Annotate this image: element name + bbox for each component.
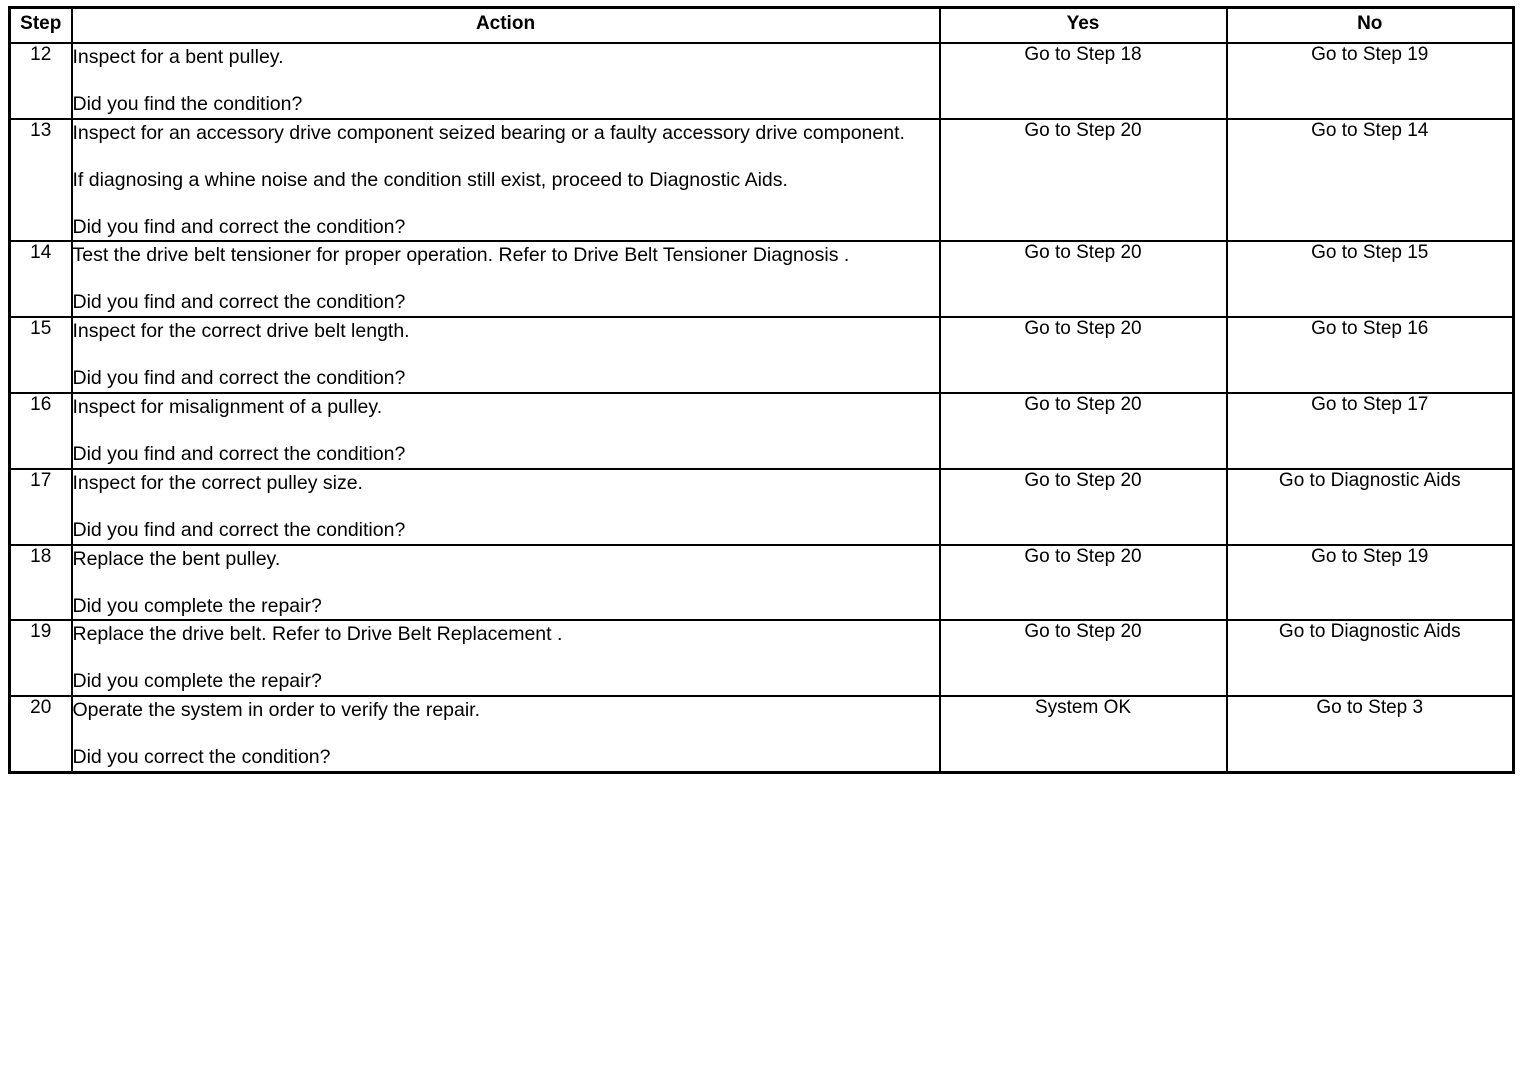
table-row: [10, 393, 1514, 469]
action-paragraph: If diagnosing a whine noise and the condition still exist, proceed to Diagnostic Aids.: [72, 168, 788, 191]
cell-step: 12: [10, 43, 72, 119]
column-header-no: No: [1227, 8, 1514, 43]
column-header-action: Action: [72, 8, 940, 43]
table-body: [10, 43, 1514, 773]
table-row: [10, 696, 1514, 772]
column-header-yes: Yes: [940, 8, 1227, 43]
cell-step: 19: [10, 620, 72, 696]
action-paragraph: Inspect for the correct pulley size.: [72, 471, 363, 494]
cell-step: 13: [10, 119, 72, 242]
cell-no: Go to Step 3: [1227, 696, 1514, 772]
cell-action: [72, 469, 940, 545]
cell-step: 20: [10, 696, 72, 772]
action-paragraph: Did you find and correct the condition?: [72, 291, 406, 314]
action-paragraph: Inspect for the correct drive belt length.: [72, 320, 410, 343]
action-paragraph: Did you complete the repair?: [72, 594, 322, 617]
cell-action: [72, 696, 940, 772]
cell-no: Go to Step 19: [1227, 43, 1514, 119]
table-row: [10, 545, 1514, 621]
cell-no: Go to Diagnostic Aids: [1227, 469, 1514, 545]
table-row: [10, 469, 1514, 545]
cell-yes: Go to Step 18: [940, 43, 1227, 119]
column-header-step: Step: [10, 8, 72, 43]
cell-yes: Go to Step 20: [940, 620, 1227, 696]
cell-yes: Go to Step 20: [940, 545, 1227, 621]
action-paragraph: Did you find the condition?: [72, 92, 303, 115]
table-row: [10, 317, 1514, 393]
cell-step: 14: [10, 241, 72, 317]
diagnostic-table: [8, 6, 1515, 774]
table-row: [10, 620, 1514, 696]
table-row: [10, 119, 1514, 242]
table-row: [10, 43, 1514, 119]
cell-yes: Go to Step 20: [940, 469, 1227, 545]
cell-no: Go to Step 14: [1227, 119, 1514, 242]
action-paragraph: Test the drive belt tensioner for proper operation. Refer to Drive Belt Tensioner Diagnosis .: [72, 244, 850, 267]
table-row: [10, 241, 1514, 317]
cell-step: 17: [10, 469, 72, 545]
cell-action: [72, 119, 940, 242]
action-paragraph: Did you find and correct the condition?: [72, 442, 406, 465]
cell-no: Go to Step 15: [1227, 241, 1514, 317]
header-row: [10, 8, 1514, 43]
cell-no: Go to Diagnostic Aids: [1227, 620, 1514, 696]
action-paragraph: Replace the bent pulley.: [72, 547, 281, 570]
cell-yes: Go to Step 20: [940, 393, 1227, 469]
action-paragraph: Operate the system in order to verify the repair.: [72, 699, 481, 722]
action-paragraph: Did you complete the repair?: [72, 670, 322, 693]
cell-step: 16: [10, 393, 72, 469]
cell-yes: Go to Step 20: [940, 317, 1227, 393]
cell-yes: Go to Step 20: [940, 241, 1227, 317]
action-paragraph: Did you find and correct the condition?: [72, 518, 406, 541]
action-paragraph: Did you find and correct the condition?: [72, 367, 406, 390]
cell-action: [72, 620, 940, 696]
cell-action: [72, 241, 940, 317]
action-paragraph: Did you correct the condition?: [72, 746, 331, 769]
action-paragraph: Replace the drive belt. Refer to Drive Belt Replacement .: [72, 623, 563, 646]
cell-no: Go to Step 16: [1227, 317, 1514, 393]
action-paragraph: Inspect for a bent pulley.: [72, 45, 284, 68]
cell-action: [72, 545, 940, 621]
cell-action: [72, 317, 940, 393]
action-paragraph: Inspect for misalignment of a pulley.: [72, 396, 383, 419]
cell-yes: System OK: [940, 696, 1227, 772]
cell-step: 18: [10, 545, 72, 621]
cell-yes: Go to Step 20: [940, 119, 1227, 242]
action-paragraph: Inspect for an accessory drive component seized bearing or a faulty accessory drive component.: [72, 121, 905, 144]
cell-step: 15: [10, 317, 72, 393]
cell-action: [72, 43, 940, 119]
cell-action: [72, 393, 940, 469]
action-paragraph: Did you find and correct the condition?: [72, 215, 406, 238]
table-header: [10, 8, 1514, 43]
cell-no: Go to Step 19: [1227, 545, 1514, 621]
cell-no: Go to Step 17: [1227, 393, 1514, 469]
